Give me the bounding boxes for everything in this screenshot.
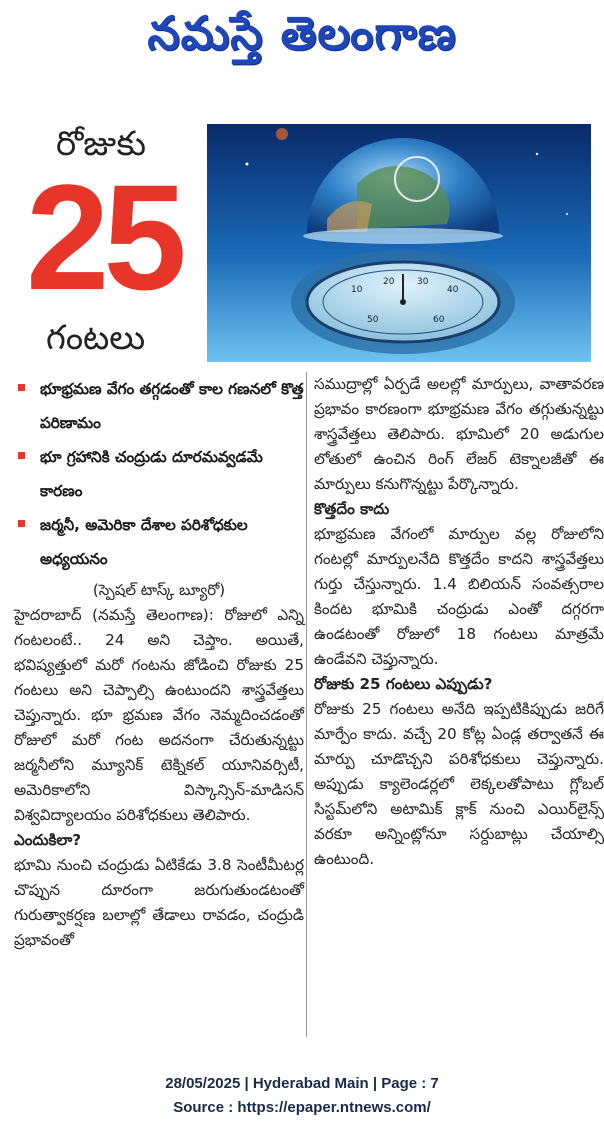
right-column [314,372,604,872]
bullet-text: భూ గ్రహానికి చంద్రుడు దూరమవ్వడమే కారణం [40,448,263,500]
dial-number: 20 [383,277,395,287]
bullet-square-icon [18,520,25,527]
masthead [0,0,604,78]
dial-number: 60 [433,315,445,325]
dial-number: 40 [447,285,459,295]
headline-block [20,122,200,367]
headline-bottom: గంటలు [46,318,146,358]
article-subheading: రోజుకు 25 గంటలు ఎప్పుడు? [314,675,493,693]
bullet-text: భూభ్రమణ వేగం తగ్గడంతో కాల గణనలో కొత్త పరిణామం [40,380,304,432]
bullet-text: జర్మనీ, అమెరికా దేశాల పరిశోధకుల అధ్యయనం [40,516,248,568]
article-paragraph: రోజుకు 25 గంటలు అనేది ఇప్పటికిప్పుడు జరిగే మార్పేం కాదు. వచ్చే 20 కోట్ల ఏండ్ల తర్వాతనే ఈ మార్పు చూడొచ్చని పరిశోధకులు చెప్తున్నారు. అప్పుడు క్యాలెండర్లలో లెక్కలతోపాటు గ్లోబల్ సిస్టమ్‌లోని అటామిక్ క్లాక్ నుంచి ఎయిర్‌లైన్స్ వరకూ అన్నింట్లోనూ సర్దుబాట్లు చేయాల్సి ఉంటుంది. [314,700,604,868]
footer-source-link[interactable]: Source : https://epaper.ntnews.com/ [173,1099,431,1116]
footer [0,1072,604,1120]
left-column [14,372,304,953]
article-subheading: ఎందుకిలా? [14,831,82,849]
footer-edition-info: 28/05/2025 | Hyderabad Main | Page : 7 [165,1075,439,1092]
earth-clock-illustration [207,124,591,362]
bullet-square-icon [18,452,25,459]
article-subheading: కొత్తదేం కాదు [314,500,390,518]
article-paragraph: సముద్రాల్లో ఏర్పడే అలల్లో మార్పులు, వాతావరణ ప్రభావం కారణంగా భూభ్రమణ వేగం తగ్గుతున్నట్టు శాస్త్రవేత్తలు తెలిపారు. భూమిలో 20 అడుగుల లోతులో ఉంచిన రింగ్ లేజర్ టెక్నాలజీతో ఈ మార్పులు కనుగొన్నట్టు పేర్కొన్నారు. [314,375,604,493]
dial-number: 10 [351,285,363,295]
masthead-title: నమస్తే తెలంగాణ [147,6,457,60]
byline: (స్పెషల్ టాస్క్ బ్యూరో) [92,581,226,599]
dial-number: 50 [367,315,379,325]
headline-top: రోజుకు [56,124,146,164]
column-divider [306,372,307,1037]
earth-clock-icon [207,124,591,362]
bullet-point [14,508,304,576]
bullet-point [14,372,304,440]
article-paragraph: హైదరాబాద్ (నమస్తే తెలంగాణ): రోజులో ఎన్ని గంటలంటే.. 24 అని చెప్తాం. అయితే, భవిష్యత్తులో మరో గంటను జోడించి రోజుకు 25 గంటలు అని చెప్పాల్సి ఉంటుందని శాస్త్రవేత్తలు చెప్తున్నారు. భూ భ్రమణ వేగం నెమ్మదించడంతో రోజులో మరో గంట అదనంగా చేరుతున్నట్టు జర్మనీలోని మ్యూనిక్ టెక్నికల్ యూనివర్సిటీ, అమెరికాలోని విస్కాన్సిన్-మాడిసన్ విశ్వవిద్యాలయం పరిశోధకులు తెలిపారు. [14,606,304,824]
headline-number: 25 [26,153,181,321]
dial-number: 30 [417,277,429,287]
bullet-square-icon [18,384,25,391]
article-paragraph: భూభ్రమణ వేగంలో మార్పుల వల్ల రోజులోని గంటల్లో మార్పులనేది కొత్తదేం కాదని శాస్త్రవేత్తలు గుర్తు చేస్తున్నారు. 1.4 బిలియన్ సంవత్సరాల కిందట భూమికి చంద్రుడు ఎంతో దగ్గరగా ఉండటంతో రోజులో 18 గంటలు మాత్రమే ఉండేవని చెప్తున్నారు. [314,525,604,668]
bullet-point [14,440,304,508]
article-paragraph: భూమి నుంచి చంద్రుడు ఏటికేడు 3.8 సెంటీమీటర్ల చొప్పున దూరంగా జరుగుతుండటంతో గురుత్వాకర్షణ బలాల్లో తేడాలు రావడం, చంద్రుడి ప్రభావంతో [14,856,304,949]
